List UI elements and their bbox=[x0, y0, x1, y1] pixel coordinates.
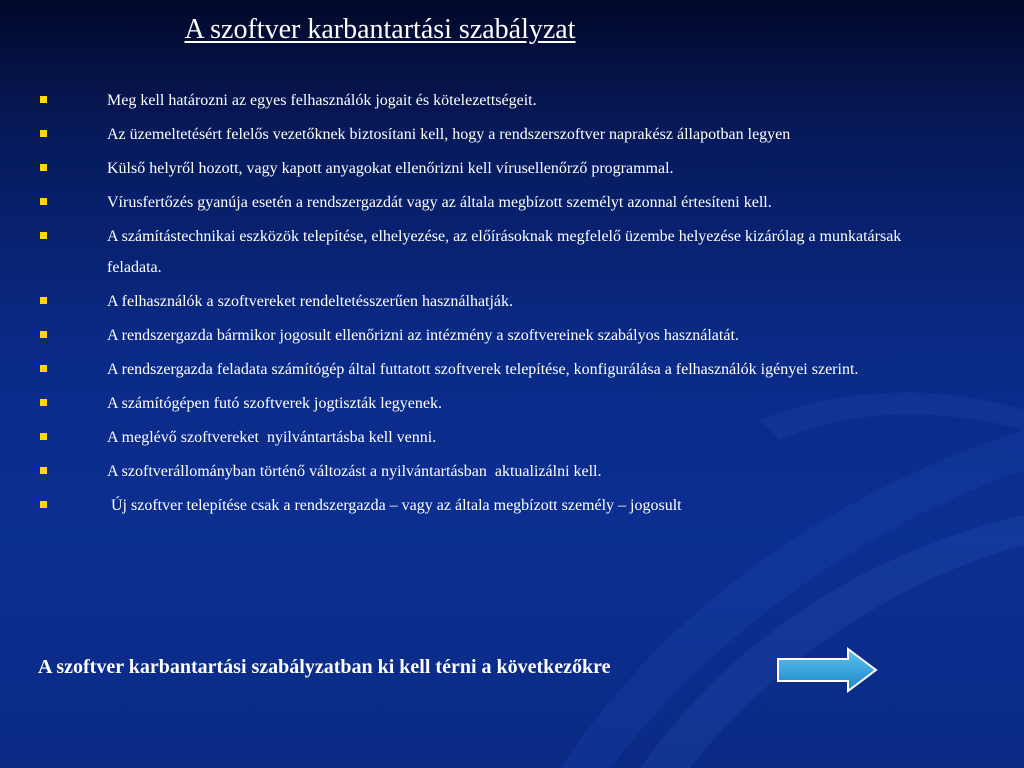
square-bullet-icon bbox=[40, 232, 47, 239]
list-item-text: A felhasználók a szoftvereket rendeltetésszerűen használhatják. bbox=[107, 293, 514, 310]
list-item-text: A szoftverállományban történő változást a nyilvántartásban aktualizálni kell. bbox=[107, 463, 602, 480]
list-item bbox=[38, 456, 938, 487]
list-item bbox=[38, 286, 938, 317]
square-bullet-icon bbox=[40, 467, 47, 474]
square-bullet-icon bbox=[40, 501, 47, 508]
list-item bbox=[38, 153, 938, 184]
list-item bbox=[38, 354, 938, 385]
list-item bbox=[38, 119, 938, 150]
right-arrow-icon[interactable] bbox=[776, 647, 878, 693]
list-item-text: Új szoftver telepítése csak a rendszergazda – vagy az általa megbízott személy – jogosult bbox=[107, 497, 682, 514]
list-item bbox=[38, 422, 938, 453]
square-bullet-icon bbox=[40, 130, 47, 137]
list-item-text: A rendszergazda bármikor jogosult ellenőrizni az intézmény a szoftvereinek szabályos használatát. bbox=[107, 327, 739, 344]
list-item-text: A számítógépen futó szoftverek jogtiszták legyenek. bbox=[107, 395, 443, 412]
list-item-text: Külső helyről hozott, vagy kapott anyagokat ellenőrizni kell vírusellenőrző programmal. bbox=[107, 160, 674, 177]
bullet-list bbox=[38, 85, 938, 524]
list-item-text: A számítástechnikai eszközök telepítése, elhelyezése, az előírásoknak megfelelő üzembe helyezése kizárólag a munkatársak feladata. bbox=[107, 228, 906, 276]
list-item-text: Vírusfertőzés gyanúja esetén a rendszergazdát vagy az általa megbízott személyt azonnal értesíteni kell. bbox=[107, 194, 772, 211]
square-bullet-icon bbox=[40, 433, 47, 440]
square-bullet-icon bbox=[40, 331, 47, 338]
list-item bbox=[38, 388, 938, 419]
list-item bbox=[38, 187, 938, 218]
list-item-text: A rendszergazda feladata számítógép által futtatott szoftverek telepítése, konfigurálása a felhasználók igényei szerint. bbox=[107, 361, 859, 378]
list-item bbox=[38, 85, 938, 116]
square-bullet-icon bbox=[40, 297, 47, 304]
square-bullet-icon bbox=[40, 198, 47, 205]
list-item bbox=[38, 320, 938, 351]
list-item bbox=[38, 221, 938, 283]
slide-title: A szoftver karbantartási szabályzat bbox=[184, 14, 576, 45]
square-bullet-icon bbox=[40, 96, 47, 103]
footer-statement: A szoftver karbantartási szabályzatban ki kell térni a következőkre bbox=[38, 656, 611, 678]
list-item-text: Az üzemeltetésért felelős vezetőknek biztosítani kell, hogy a rendszerszoftver naprakész állapotban legyen bbox=[107, 126, 791, 143]
list-item bbox=[38, 490, 938, 521]
square-bullet-icon bbox=[40, 164, 47, 171]
list-item-text: Meg kell határozni az egyes felhasználók jogait és kötelezettségeit. bbox=[107, 92, 537, 109]
list-item-text: A meglévő szoftvereket nyilvántartásba kell venni. bbox=[107, 429, 437, 446]
square-bullet-icon bbox=[40, 399, 47, 406]
square-bullet-icon bbox=[40, 365, 47, 372]
